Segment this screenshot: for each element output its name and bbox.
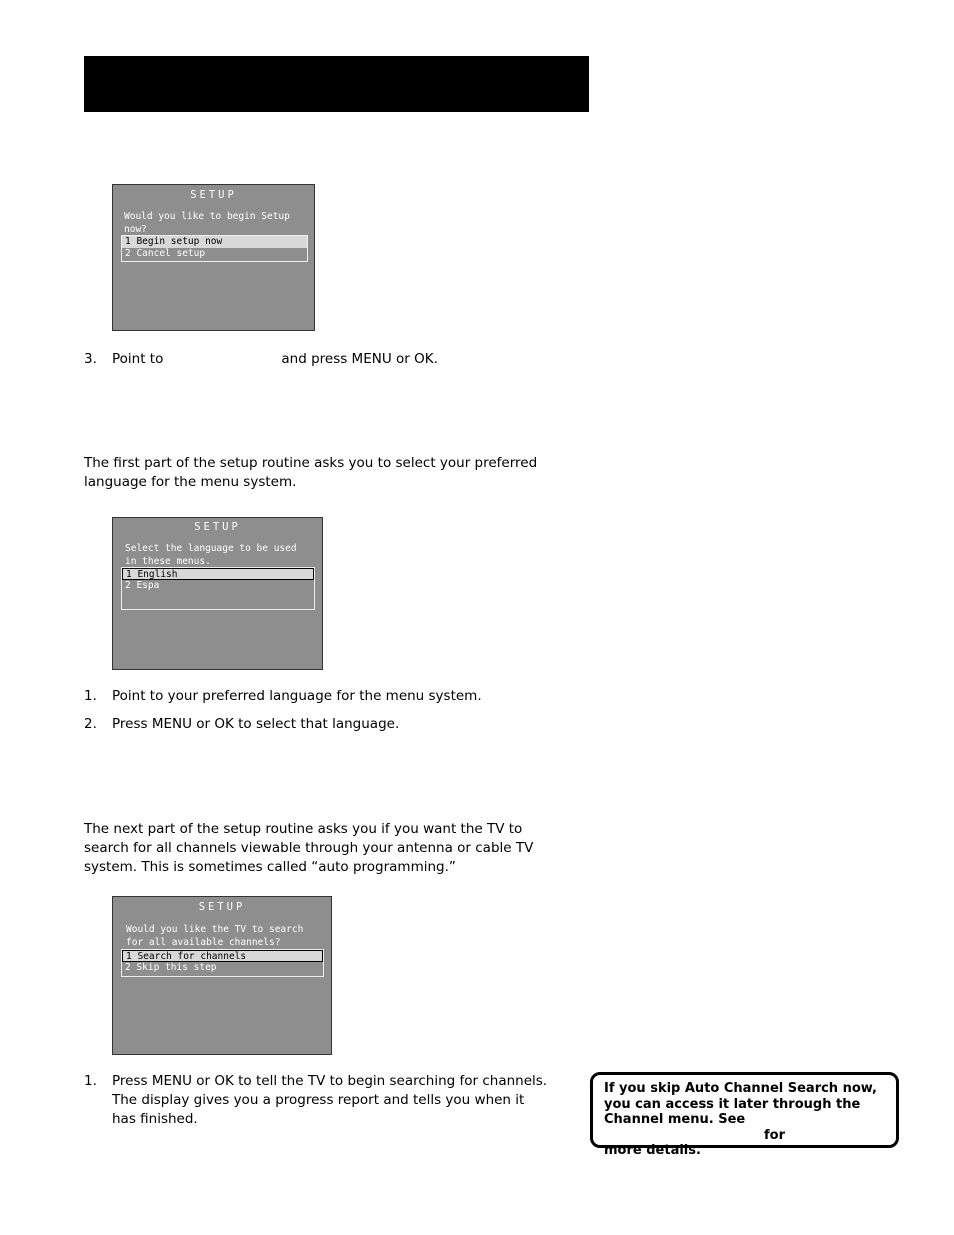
setup-channel-search-screen (112, 896, 332, 1055)
screen-title: SETUP (190, 189, 237, 201)
note-text: If you skip Auto Channel Search now, you can access it later through the Channel menu. See (604, 1081, 877, 1127)
screen-prompt: Would you like to begin Setup now? (124, 211, 290, 235)
option-list (121, 235, 308, 262)
setup-language-screen (112, 517, 323, 670)
option-espanol[interactable]: 2 Espa (125, 580, 160, 591)
screen-title: SETUP (198, 901, 246, 913)
screen-prompt: Select the language to be used in these menus. (125, 543, 297, 567)
option-cancel-setup[interactable]: 2 Cancel setup (125, 248, 206, 259)
option-english[interactable]: 1 English (122, 568, 314, 580)
option-list (121, 567, 315, 610)
note-text-for: for (764, 1127, 785, 1143)
option-skip-step[interactable]: 2 Skip this step (125, 962, 217, 973)
skip-search-note-box (590, 1072, 899, 1158)
note-text-end: more details. (604, 1143, 701, 1158)
language-intro-paragraph: The first part of the setup routine asks you to select your preferred language for the menu system. (84, 455, 538, 490)
step-text-before: Point to (112, 351, 164, 367)
chapter-header-bar (84, 56, 589, 112)
setup-begin-screen (112, 184, 315, 331)
screen-prompt: Would you like the TV to search for all available channels? (126, 924, 304, 948)
screen-title: SETUP (194, 521, 241, 533)
option-search-channels[interactable]: 1 Search for channels (122, 950, 323, 962)
channel-intro-paragraph: The next part of the setup routine asks you if you want the TV to search for all channels viewable through your antenna or cable TV system. This is sometimes called “auto programming.” (84, 821, 534, 875)
step-text-after: and press MENU or OK. (281, 351, 438, 367)
option-begin-setup[interactable]: 1 Begin setup now (122, 236, 307, 248)
option-list (121, 949, 324, 977)
